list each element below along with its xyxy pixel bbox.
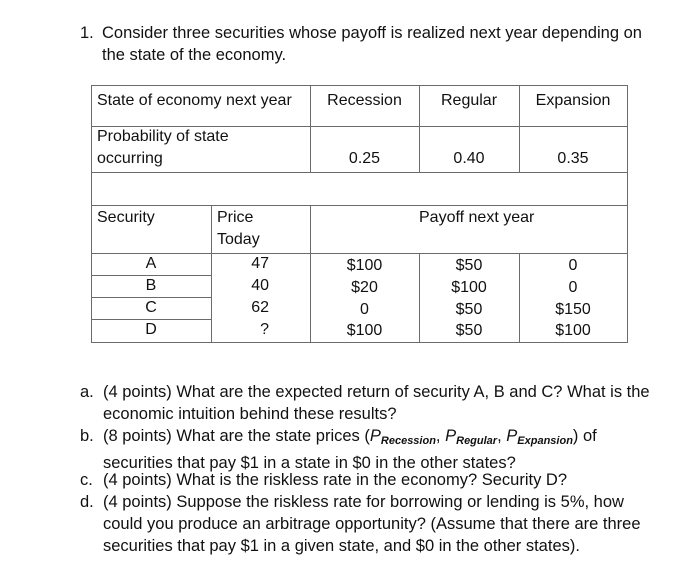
security-a-name: A [145,255,157,272]
security-c-recession: 0 [360,301,369,318]
security-c-name: C [145,299,157,316]
payoff-next-year-header: Payoff next year [419,209,535,226]
table-line-blank [91,205,628,206]
state-of-economy-label: State of economy next year [97,92,292,109]
security-a-expansion: 0 [568,257,578,274]
security-b-regular: $100 [451,279,487,296]
security-b-expansion: 0 [568,279,578,296]
security-b-name: B [145,277,157,294]
security-d-recession: $100 [346,322,383,339]
subquestion-a-letter: a. [80,383,94,401]
table-border-top [91,85,628,86]
security-a-regular: $50 [455,257,483,274]
question-number: 1. [80,24,94,42]
security-c-price: 62 [251,299,269,316]
subquestion-d-letter: d. [80,493,94,511]
subquestion-c-text: (4 points) What is the riskless rate in the economy? Security D? [103,471,568,489]
security-b-price: 40 [251,277,269,294]
security-d-expansion: $100 [555,322,591,339]
state-price-recession: $P_{Recession}$ [369,427,436,447]
price-today-column-header: Price Today [217,209,260,248]
table-line-probability [91,172,628,173]
security-d-name: D [145,321,157,338]
security-c-regular: $50 [455,301,483,318]
probability-expansion: 0.35 [557,150,589,167]
subquestion-c-letter: c. [80,471,93,489]
state-regular-header: Regular [440,92,498,109]
probability-recession: 0.25 [348,150,381,167]
table-border-bottom [91,342,628,343]
subquestion-b-text-after: of securities that pay $1 in a state in $0 in the other states? [103,427,597,472]
state-price-regular: $P_{Regular}$ [445,427,498,447]
state-expansion-header: Expansion [535,92,611,109]
subquestion-a-text: (4 points) What are the expected return of security A, B and C? What is the economic intuition behind these results? [103,383,650,423]
security-a-price: 47 [251,255,269,272]
payoff-table [91,85,628,343]
security-column-header: Security [97,209,155,226]
subquestion-b-text-before: (8 points) What are the state prices ( [103,427,370,445]
subquestion-b-letter: b. [80,427,94,445]
state-recession-header: Recession [327,92,402,109]
question-text: Consider three securities whose payoff is realized next year depending on the state of the economy. [102,24,642,64]
security-d-price: ? [260,321,269,338]
security-d-regular: $50 [455,322,483,339]
security-b-recession: $20 [351,279,378,296]
subquestion-b-text: (8 points) What are the state prices ($P_{Recession}$, $P_{Regular}$, $P_{Expansion}$) of securities that pay $1 in a state in $0 in the other states? [103,427,597,472]
security-c-expansion: $150 [555,301,591,318]
state-price-expansion: $P_{Expansion}$ [506,427,573,447]
probability-regular: 0.40 [453,150,485,167]
security-a-recession: $100 [346,257,383,274]
table-border-right [627,85,628,343]
probability-label: Probability of state occurring [97,128,229,167]
subquestion-d-text: (4 points) Suppose the riskless rate for borrowing or lending is 5%, how could you produce an arbitrage opportunity? (Assume that there are three securities that pay $1 in a given state, and $0 in the other states). [103,493,641,555]
